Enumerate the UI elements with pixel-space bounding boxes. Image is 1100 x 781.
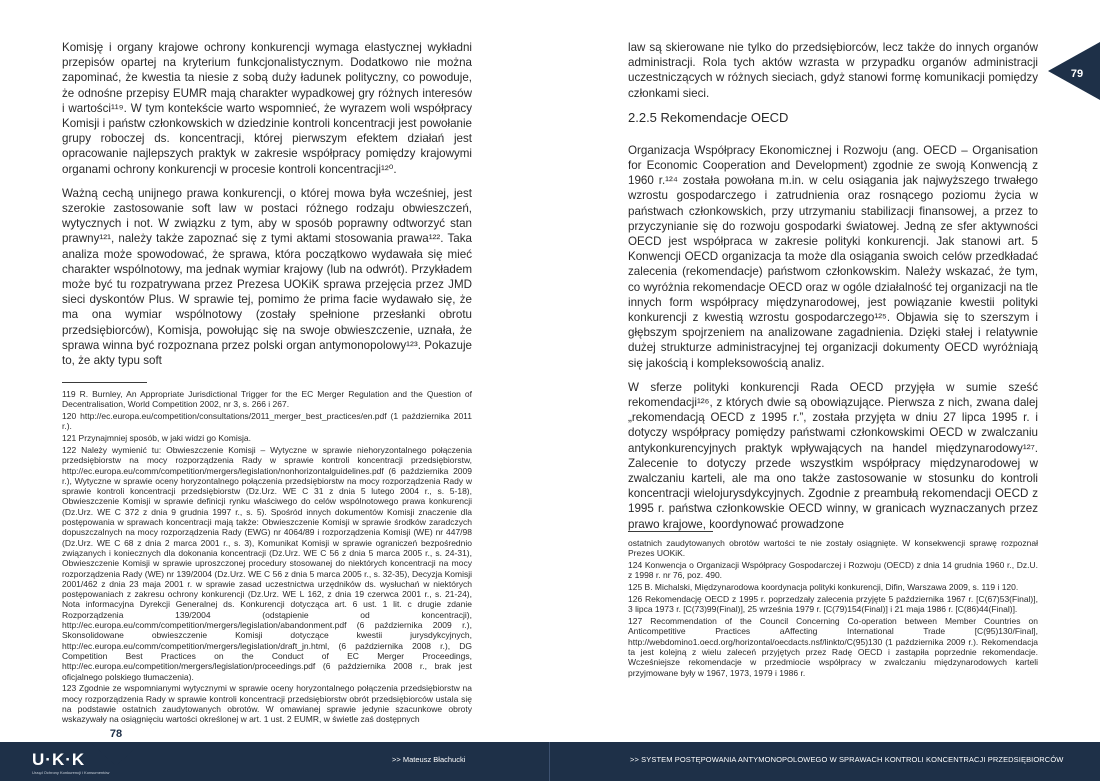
page-number-notch-left bbox=[90, 722, 142, 768]
page-number-left: 78 bbox=[109, 728, 123, 740]
left-body bbox=[62, 40, 472, 377]
footnote-rule bbox=[62, 382, 147, 383]
footer-bar bbox=[0, 728, 1100, 781]
footnote-127: 127 Recommendation of the Council Concerning Co-operation between Member Countries on Anticompetitive Practices aAffecting International Trade [C(95)130/Final], http://webdomino1.oecd.org/horizontal/oecdacts.nsf/linkto/C(95)130 (1 października 2009 r.). Rekomendacja ta jest kolejną z wielu zaleceń przyjętych przez Radę OECD i zastąpiła poprzednie rekomendacje. Wcześniejsze rekomendacje w przedmiocie współpracy w zwalczaniu międzynarodowych karteli przyjmowane były w 1967, 1973, 1979 i 1986 r. bbox=[628, 616, 1038, 678]
left-paragraph-1: Komisję i organy krajowe ochrony konkurencji wymaga elastycznej wykładni przepisów opartej na kryterium funkcjonalistycznym. Dodatkowo nie można zapominać, że kwestia ta niesie z sobą duży ładunek polityczny, co powoduje, że odnośne przepisy EUMR mają charakter wypadkowej gry różnych interesów i wartości¹¹⁹. W tym kontekście warto wspomnieć, że wyrazem woli współpracy Komisji i państw członkowskich w dziedzinie kontroli koncentracji jest powołanie grupy roboczej ds. koncentracji, której pierwszym efektem działań jest opracowanie najlepszych praktyk w zakresie współpracy pomiędzy krajowymi organami ochrony konkurencji w procesie kontroli koncentracji¹²⁰. bbox=[62, 41, 472, 176]
footnote-123: 123 Zgodnie ze wspomnianymi wytycznymi w sprawie oceny horyzontalnego połączenia przedsiębiorstw na mocy rozporządzenia Rady w sprawie kontroli koncentracji przedsiębiorstw obrót przedsiębiorców ustala się na podstawie ostatnich zaudytowanych obrotów. W omawianej sprawie jedynie szacunkowe obroty wskazywały na osiągnięciu wartości określonej w art. 1 ust. 2 EUMR, w świetle zaś dostępnych bbox=[62, 683, 472, 725]
right-paragraph-2: W sferze polityki konkurencji Rada OECD przyjęła w sumie sześć rekomendacji¹²⁶, z których dwie są obowiązujące. Pierwsza z nich, zwana dalej „rekomendacją OECD z 1995 r.”, została przyjęta w dniu 27 lipca 1995 r. i dotyczy współpracy pomiędzy państwami członkowskimi OECD w zwalczaniu antykonkurencyjnych praktyk wpływających na handel międzynarodowy¹²⁷. Zalecenie to dotyczy przede wszystkim współpracy międzynarodowej w zwalczaniu karteli, ale ma ono także zastosowanie w stosunku do kontroli koncentracji wielojurysdykcyjnych. Zgodnie z preambułą rekomendacji OECD z 1995 r. państwa członkowskie OECD winny, w granicach wyznaczanych przez prawo krajowe, koordynować prowadzone bbox=[628, 380, 1038, 531]
running-head-author: >> Mateusz Błachucki bbox=[392, 755, 466, 764]
logo-subtitle: Urząd Ochrony Konkurencji i Konsumentów bbox=[32, 770, 110, 775]
running-head-title: >> SYSTEM POSTĘPOWANIA ANTYMONOPOLOWEGO W SPRAWACH KONTROLI KONCENTRACJI PRZEDSIĘBIORCÓW bbox=[630, 755, 1064, 764]
footnote-124: 124 Konwencja o Organizacji Współpracy Gospodarczej i Rozwoju (OECD) z dnia 14 grudnia 1960 r., Dz.U. z 1998 r. nr 76, poz. 490. bbox=[628, 560, 1038, 581]
section-title: 2.2.5 Rekomendacje OECD bbox=[628, 109, 789, 125]
footnote-125: 125 B. Michalski, Międzynarodowa koordynacja polityki konkurencji, Difin, Warszawa 2009, s. 119 i 120. bbox=[628, 582, 1019, 593]
page-number-right: 79 bbox=[1070, 68, 1084, 80]
right-paragraph-continued: law są skierowane nie tylko do przedsiębiorców, lecz także do innych organów administracji. Rola tych aktów wzrasta w przypadku organów administracji uczestniczących w różnych sieciach, gdyż stanowi formę komunikacji pomiędzy członkami sieci. bbox=[628, 41, 1038, 100]
footnote-rule bbox=[628, 531, 713, 532]
right-paragraph-1: Organizacja Współpracy Ekonomicznej i Rozwoju (ang. OECD – Organisation for Economic Cooperation and Development) zgodnie ze swoją Konwencją z 1960 r.¹²⁴ została powołana m.in. w celu osiągania jak najwyższego trwałego wzrostu gospodarczego i zatrudnienia oraz rosnącego poziomu życia w państwach członkowskich, przy utrzymaniu stabilizacji finansowej, a przez to przyczynianie się do rozwoju gospodarki światowej. Jedną ze sfer aktywności OECD jest współpraca w zakresie polityki konkurencji. Jak stanowi art. 5 Konwencji OECD organizacja ta może dla osiągania swoich celów przedkładać zalecenia (rekomendacje) państwom członkowskim. Należy wskazać, że tym, co wyróżnia rekomendacje OECD oraz w ogóle działalność tej organizacji na tle innych form współpracy międzynarodowej, jest powiązanie kwestii polityki konkurencji z kwestią wzrostu gospodarczego¹²⁵. Objawia się to szerszym i głębszym spojrzeniem na analizowane zagadnienia. Dzięki stałej i relatywnie dużej strukturze administracyjnej tej organizacji dokumenty OECD wyróżniają się jakością i kompleksowością analiz. bbox=[628, 143, 1038, 370]
right-body bbox=[628, 40, 1038, 541]
footnote-119: 119 R. Burnley, An Appropriate Jurisdictional Trigger for the EC Merger Regulation and the Question of Decentralisation, World Competition 2002, nr 3, s. 266 i 267. bbox=[62, 389, 472, 410]
left-page bbox=[0, 0, 550, 742]
footnote-122: 122 Należy wymienić tu: Obwieszczenie Komisji – Wytyczne w sprawie niehoryzontalnego połączenia przedsiębiorstw na mocy rozporządzenia Rady w sprawie kontroli koncentracji przedsiębiorstw, http://ec.europa.eu/comm/competition/mergers/legislation/nonhorizontalguidelines.pdf (6 października 2009 r.), Wytyczne w sprawie oceny horyzontalnego połączenia przedsiębiorstw na mocy rozporządzenia Rady w sprawie kontroli koncentracji przedsiębiorstw (Dz.Urz. WE C 31 z dnia 5 lutego 2004 r., s. 5-18), Obwieszczenie Komisji w sprawie definicji rynku właściwego do celów wspólnotowego prawa konkurencji (Dz.Urz. WE C 372 z dnia 9 grudnia 1997 r., s. 5). Spośród innych dokumentów Komisji znaczenie dla postępowania w sprawach koncentracji mają także: Obwieszczenie Komisji w sprawie środków zaradczych dopuszczalnych na mocy rozporządzenia Rady (EWG) nr 4064/89 i rozporządzenia Komisji (WE) nr 447/98 (Dz.Urz. WE C 68 z dnia 2 marca 2001 r., s. 3), Komunikat Komisji w sprawie ograniczeń bezpośrednio związanych i koniecznych dla dokonania koncentracji (Dz.Urz. WE C 56 z dnia 5 marca 2005 r., s. 24-31), Obwieszczenie Komisji w sprawie uproszczonej procedury stosowanej do niektórych koncentracji na mocy rozporządzenia Rady (WE) nr 139/2004 (Dz.Urz. WE C 56 z dnia 5 marca 2005 r., s. 32-35), Decyzja Komisji 2001/462 z dnia 23 maja 2001 r. w sprawie zasad uczestnictwa urzędników ds. wysłuchań w niektórych postępowaniach z zakresu ochrony konkurencji (Dz.Urz. WE L 162, z dnia 19 czerwca 2001 r., s. 21-24), Nota informacyjna Dyrekcji Generalnej ds. Konkurencji dotycząca art. 6 ust. 1 lit. c drugie zdanie Rozporządzenia 139/2004 (odstąpienie od koncentracji), http://ec.europa.eu/comm/competition/mergers/legislation/abandonment.pdf (6 października 2009 r.), Skonsolidowane obwieszczenie Komisji dotyczące kwestii jurysdykcyjnych, http://ec.europa.eu/comm/competition/mergers/legislation/draft_jn.html, (6 października 2008 r.), DG Competition Best Practices on the Conduct of EC Merger Proceedings, http://ec.europa.eu/competition/mergers/legislation/proceedings.pdf (6 października 2008 r., brak jest oficjalnego polskiego tłumaczenia). bbox=[62, 444, 472, 682]
page-number-tab-right bbox=[1048, 42, 1100, 100]
footer-divider bbox=[549, 742, 550, 781]
left-footnotes bbox=[62, 374, 472, 726]
right-footnotes bbox=[628, 523, 1038, 679]
footnote-120: 120 http://ec.europa.eu/competition/consultations/2011_merger_best_practices/en.pdf (1 października 2011 r.). bbox=[62, 411, 472, 432]
footnote-123-continued: ostatnich zaudytowanych obrotów wartości te nie zostały osiągnięte. W konsekwencji sprawę rozpoznał Prezes UOKiK. bbox=[628, 538, 1038, 559]
footnote-121: 121 Przynajmniej sposób, w jaki widzi go Komisja. bbox=[62, 433, 251, 444]
right-page bbox=[550, 0, 1100, 742]
uokik-logo: U·K·K bbox=[32, 750, 86, 769]
left-paragraph-2: Ważną cechą unijnego prawa konkurencji, o której mowa była wcześniej, jest szerokie zastosowanie soft law w postaci różnego rodzaju obwieszczeń, wytycznych i not. W związku z tym, aby w sposób poprawny odtworzyć stan prawny¹²¹, należy także zapoznać się z tymi aktami stosowania prawa¹²². Taka analiza może spowodować, że sprawa, która początkowo wydawała się mieć charakter wspólnotowy, ma jednak wymiar krajowy (lub na odwrót). Przykładem może być tu rozpatrywana przez Prezesa UOKiK sprawa przejęcia przez JMD sieci dyskontów Plus. W sprawie tej, pomimo że prima facie wydawało się, że ma ona wymiar wspólnotowy (zostały spełnione przesłanki obrotu przedsiębiorców), Komisja, powołując się na swoje obwieszczenie, uznała, że sprawa winna być rozpoznana przez polski organ antymonopolowy¹²³. Pokazuje to, że akty typu soft bbox=[62, 186, 472, 368]
footnote-126: 126 Rekomendację OECD z 1995 r. poprzedzały zalecenia przyjęte 5 października 1967 r. [C(67)53(Final)], 3 lipca 1973 r. [C(73)99(Final)], 25 września 1979 r. [C(79)154(Final)] i 21 maja 1986 r. [C(86)44(Final)]. bbox=[628, 593, 1038, 615]
